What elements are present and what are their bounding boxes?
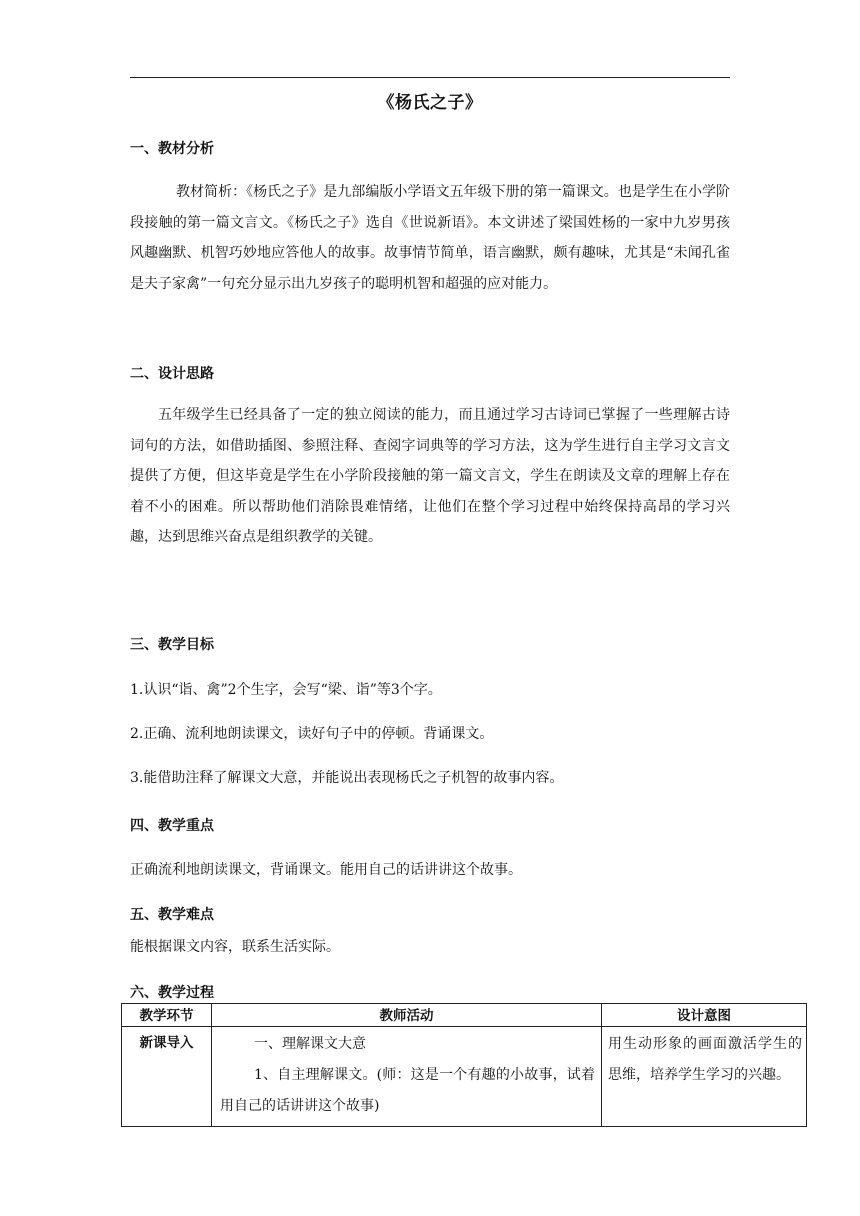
document-title: 《杨氏之子》 [377, 93, 483, 113]
section-heading-design: 二、设计思路 [130, 366, 214, 382]
design-paragraph: 五年级学生已经具备了一定的独立阅读的能力，而且通过学习古诗词已掌握了一些理解古诗词句的方法，如借助插图、参照注释、查阅字词典等的学习方法，这为学生进行自主学习文言文提供了方便，但这毕竟是学生在小学阶段接触的第一篇文言文，学生在朗读及文章的理解上存在着不小的困难。所以帮助他们消除畏难情绪，让他们在整个学习过程中始终保持高昂的学习兴趣，达到思维兴奋点是组织教学的关键。 [130, 407, 730, 545]
table-row [122, 1027, 807, 1127]
section-heading-analysis: 一、教材分析 [130, 141, 214, 157]
intent-cell: 用生动形象的画面激活学生的思维，培养学生学习的兴趣。 [602, 1027, 807, 1127]
table-header-row [122, 1004, 807, 1027]
header-teacher-activity: 教师活动 [212, 1004, 602, 1027]
section-heading-key-points: 四、教学重点 [130, 818, 214, 834]
key-points-text: 正确流利地朗读课文，背诵课文。能用自己的话讲讲这个故事。 [130, 862, 522, 878]
objective-item-1: 1.认识“诣、禽”2个生字，会写“梁、诣”等3个字。 [130, 682, 442, 698]
objective-item-3: 3.能借助注释了解课文大意，并能说出表现杨氏之子机智的故事内容。 [130, 770, 564, 786]
header-rule [130, 77, 730, 78]
activity-detail: 1、自主理解课文。(师：这是一个有趣的小故事，试着用自己的话讲讲这个故事) [220, 1067, 595, 1114]
difficulties-text: 能根据课文内容，联系生活实际。 [130, 939, 340, 955]
section-heading-process: 六、教学过程 [130, 985, 214, 1001]
header-design-intent: 设计意图 [602, 1004, 807, 1027]
activity-heading: 一、理解课文大意 [254, 1036, 366, 1052]
teaching-process-table [121, 1003, 807, 1127]
stage-cell: 新课导入 [122, 1027, 212, 1127]
objective-item-2: 2.正确、流利地朗读课文，读好句子中的停顿。背诵课文。 [130, 726, 494, 742]
section-heading-objectives: 三、教学目标 [130, 637, 214, 653]
section-heading-difficulties: 五、教学难点 [130, 907, 214, 923]
header-stage: 教学环节 [122, 1004, 212, 1027]
analysis-paragraph: 教材简析：《杨氏之子》是九部编版小学语文五年级下册的第一篇课文。也是学生在小学阶段接触的第一篇文言文。《杨氏之子》选自《世说新语》。本文讲述了梁国姓杨的一家中九岁男孩风趣幽默、机智巧妙地应答他人的故事。故事情节简单，语言幽默，颇有趣味，尤其是“未闻孔雀是夫子家禽”一句充分显示出九岁孩子的聪明机智和超强的应对能力。 [130, 184, 730, 292]
activity-cell [212, 1027, 602, 1127]
